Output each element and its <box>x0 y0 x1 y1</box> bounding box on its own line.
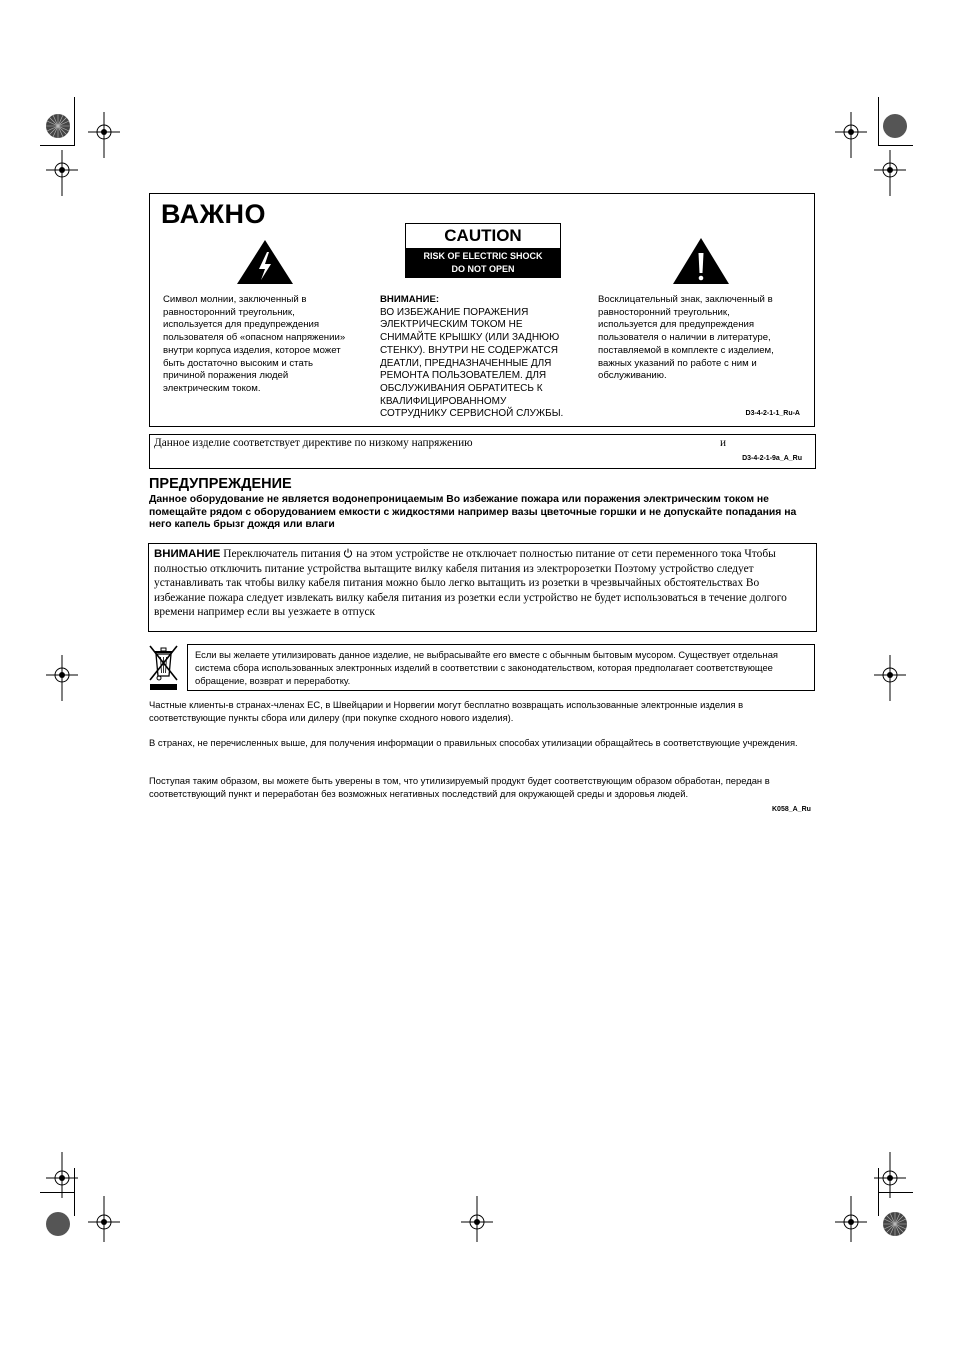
registration-target-icon <box>88 112 120 158</box>
power-standby-icon <box>343 548 353 558</box>
disposal-paragraph-2: В странах, не перечисленных выше, для получения информации о правильных способах утилизации обращайтесь в соответствующие учреждения. <box>149 737 798 748</box>
registration-target-icon <box>46 150 78 196</box>
attention-text-after: на этом устройстве не отключает полностью питание от сети переменного тока Чтобы полностью отключить питание устройства вытащите вилку кабеля питания из электророзетки Поэтому устройство следует устанавливать так чтобы вилку кабеля питания можно было легко вытащить из розетки в чрезвычайных обстоятельствах Во избежание пожара следует извлекать вилку кабеля питания из розетки если устройство не будет использоваться в течение долгого времени например если вы уезжаете в отпуск <box>154 548 787 619</box>
registration-target-icon <box>461 1196 493 1242</box>
caution-heading: CAUTION <box>444 226 522 245</box>
lightning-description: Символ молнии, заключенный в равносторонний треугольник, используется для предупреждения пользователя об «опасном напряжении» внутри корпуса изделия, которое может быть достаточно высоким и стать причиной поражения людей электрическим током. <box>163 294 346 394</box>
registration-target-icon <box>46 1152 78 1198</box>
crop-mark <box>878 97 879 145</box>
exclamation-warning-icon <box>672 237 730 285</box>
crossed-bin-icon <box>148 644 179 691</box>
crop-mark <box>40 145 75 146</box>
crop-mark <box>74 97 75 145</box>
disposal-paragraph-1: Частные клиенты-в странах-членах ЕС, в Швейцарии и Норвегии могут бесплатно возвращать использованные электронные изделия в соответствующие пункты сбора или дилеру (при покупке сходного нового изделия). <box>149 699 744 723</box>
registration-target-icon <box>874 655 906 701</box>
important-code: D3-4-2-1-1_Ru-A <box>745 410 800 417</box>
lvd-and: и <box>720 437 727 449</box>
registration-disc-icon <box>45 1211 71 1237</box>
registration-disc-icon <box>45 113 71 139</box>
disposal-box <box>187 644 815 691</box>
registration-target-icon <box>874 150 906 196</box>
lightning-warning-icon <box>236 239 294 285</box>
caution-line-1: RISK OF ELECTRIC SHOCK <box>423 251 543 261</box>
lvd-text: Данное изделие соответствует директиве по низкому напряжению <box>154 437 473 449</box>
registration-disc-icon <box>882 1211 908 1237</box>
exclamation-description: Восклицательный знак, заключенный в равносторонний треугольник, используется для предупреждения пользователя о наличии в литературе, поставляемой в комплекте с изделием, важных указаний по работе с ним и обслуживанию. <box>598 294 774 382</box>
lvd-box <box>149 434 816 469</box>
warning-title: ПРЕДУПРЕЖДЕНИЕ <box>149 476 292 492</box>
center-description: ВО ИЗБЕЖАНИЕ ПОРАЖЕНИЯ ЭЛЕКТРИЧЕСКИМ ТОКОМ НЕ СНИМАЙТЕ КРЫШКУ (ИЛИ ЗАДНЮЮ СТЕНКУ). ВНУТРИ НЕ СОДЕРЖАТСЯ ДЕАТЛИ, ПРЕДНАЗНАЧЕННЫЕ ДЛЯ РЕМОНТА ПОЛЬЗОВАТЕЛЕМ. ДЛЯ ОБСЛУЖИВАНИЯ ОБРАТИТЕСЬ К КВАЛИФИЦИРОВАННОМУ СОТРУДНИКУ СЕРВИСНОЙ СЛУЖБЫ. <box>380 306 564 420</box>
disposal-code: K058_A_Ru <box>772 806 811 813</box>
warning-text: Данное оборудование не является водонепроницаемым Во избежание пожара или поражения электрическим током не помещайте рядом с оборудованием емкости с жидкостями например вазы цветочные горшки и не допускайте попадания на него капель брызг дождя или влаги <box>149 494 797 531</box>
attention-text-before: Переключатель питания <box>220 548 344 560</box>
caution-line-2: DO NOT OPEN <box>451 263 515 274</box>
caution-subtext <box>406 248 560 278</box>
registration-target-icon <box>46 655 78 701</box>
registration-target-icon <box>88 1196 120 1242</box>
registration-target-icon <box>835 112 867 158</box>
crop-mark <box>878 145 913 146</box>
attention-label: ВНИМАНИЕ <box>154 548 221 560</box>
attention-text <box>154 547 810 620</box>
registration-disc-icon <box>882 113 908 139</box>
disposal-paragraph-3: Поступая таким образом, вы можете быть уверены в том, что утилизируемый продукт будет соответствующим образом обработан, передан в соответствующий пункт и переработан без возможных негативных последствий для окружающей среды и здоровья людей. <box>149 775 770 799</box>
important-safety-box <box>149 193 815 427</box>
lvd-code: D3-4-2-1-9a_A_Ru <box>742 455 802 462</box>
registration-target-icon <box>835 1196 867 1242</box>
registration-target-icon <box>874 1152 906 1198</box>
important-title: ВАЖНО <box>161 199 267 229</box>
attention-box <box>148 543 817 632</box>
disposal-box-text: Если вы желаете утилизировать данное изделие, не выбрасывайте его вместе с обычным бытовым мусором. Существует отдельная система сбора использованных электронных изделий в соответствии с законодательством, которая предполагает соответствующее обращение, возврат и переработку. <box>195 649 779 686</box>
caution-label <box>405 223 561 278</box>
center-label: ВНИМАНИЕ: <box>380 294 440 305</box>
